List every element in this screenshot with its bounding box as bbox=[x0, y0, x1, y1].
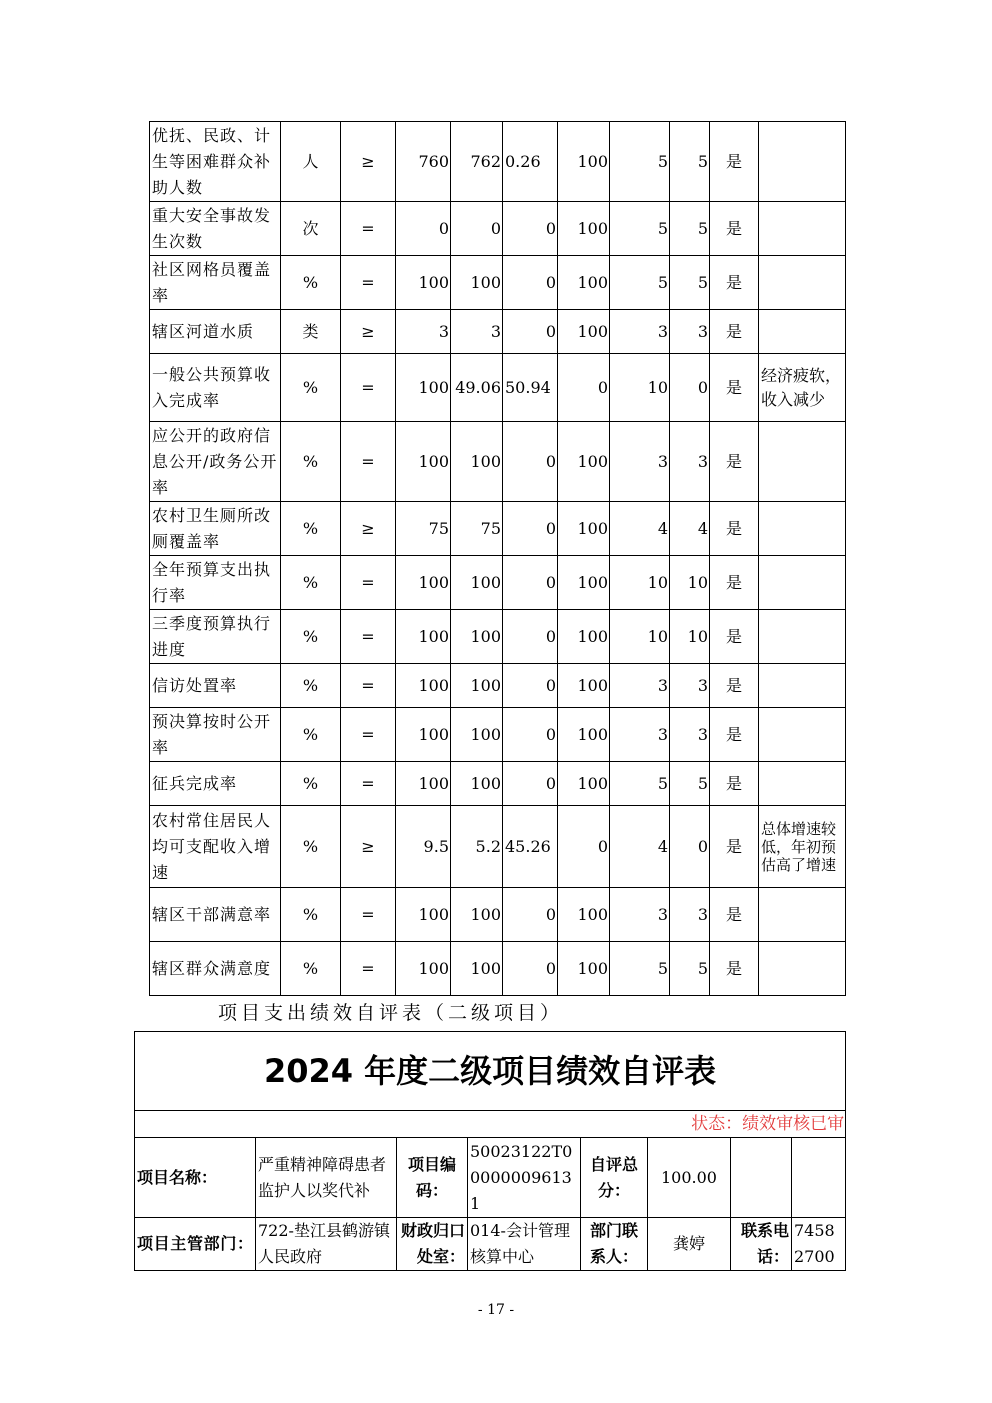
actual-value: 0 bbox=[451, 202, 503, 256]
weight: 5 bbox=[610, 256, 670, 310]
remark bbox=[759, 610, 846, 664]
operator: = bbox=[341, 664, 396, 708]
completed-flag: 是 bbox=[710, 664, 759, 708]
unit: % bbox=[281, 762, 341, 806]
completion-rate: 100 bbox=[558, 664, 610, 708]
project-name-label: 项目名称： bbox=[135, 1138, 256, 1218]
weight: 4 bbox=[610, 806, 670, 888]
table-row bbox=[150, 202, 846, 256]
actual-value: 100 bbox=[451, 422, 503, 502]
remark bbox=[759, 664, 846, 708]
deviation: 0 bbox=[503, 256, 558, 310]
target-value: 100 bbox=[396, 556, 451, 610]
target-value: 100 bbox=[396, 422, 451, 502]
actual-value: 100 bbox=[451, 556, 503, 610]
operator: = bbox=[341, 888, 396, 942]
indicator-name: 信访处置率 bbox=[150, 664, 281, 708]
department-label: 项目主管部门： bbox=[135, 1218, 256, 1271]
target-value: 100 bbox=[396, 256, 451, 310]
score: 3 bbox=[670, 664, 710, 708]
table-row bbox=[150, 610, 846, 664]
completed-flag: 是 bbox=[710, 888, 759, 942]
score: 5 bbox=[670, 202, 710, 256]
actual-value: 49.06 bbox=[451, 354, 503, 422]
department-value: 722-垫江县鹤游镇人民政府 bbox=[256, 1218, 397, 1271]
indicator-table bbox=[149, 121, 846, 996]
indicator-name: 社区网格员覆盖率 bbox=[150, 256, 281, 310]
table-row bbox=[150, 502, 846, 556]
indicator-name: 农村卫生厕所改厕覆盖率 bbox=[150, 502, 281, 556]
self-score-label: 自评总分： bbox=[581, 1138, 648, 1218]
table-row bbox=[150, 556, 846, 610]
completion-rate: 100 bbox=[558, 502, 610, 556]
completion-rate: 100 bbox=[558, 556, 610, 610]
table-row bbox=[150, 762, 846, 806]
remark bbox=[759, 762, 846, 806]
completed-flag: 是 bbox=[710, 610, 759, 664]
remark: 经济疲软，收入减少 bbox=[759, 354, 846, 422]
remark bbox=[759, 888, 846, 942]
weight: 10 bbox=[610, 354, 670, 422]
operator: ≥ bbox=[341, 502, 396, 556]
deviation: 0 bbox=[503, 310, 558, 354]
actual-value: 100 bbox=[451, 888, 503, 942]
remark bbox=[759, 310, 846, 354]
remark bbox=[759, 708, 846, 762]
indicator-name: 三季度预算执行进度 bbox=[150, 610, 281, 664]
completion-rate: 100 bbox=[558, 708, 610, 762]
completion-rate: 100 bbox=[558, 310, 610, 354]
unit: % bbox=[281, 354, 341, 422]
unit: % bbox=[281, 610, 341, 664]
remark bbox=[759, 256, 846, 310]
completed-flag: 是 bbox=[710, 202, 759, 256]
completed-flag: 是 bbox=[710, 502, 759, 556]
completion-rate: 100 bbox=[558, 610, 610, 664]
target-value: 100 bbox=[396, 942, 451, 996]
weight: 10 bbox=[610, 556, 670, 610]
table-row bbox=[150, 888, 846, 942]
deviation: 50.94 bbox=[503, 354, 558, 422]
score: 5 bbox=[670, 942, 710, 996]
completion-rate: 100 bbox=[558, 256, 610, 310]
completion-rate: 0 bbox=[558, 354, 610, 422]
completed-flag: 是 bbox=[710, 256, 759, 310]
actual-value: 5.2 bbox=[451, 806, 503, 888]
operator: = bbox=[341, 610, 396, 664]
indicator-name: 重大安全事故发生次数 bbox=[150, 202, 281, 256]
indicator-name: 辖区干部满意率 bbox=[150, 888, 281, 942]
completed-flag: 是 bbox=[710, 556, 759, 610]
indicator-name: 全年预算支出执行率 bbox=[150, 556, 281, 610]
deviation: 0 bbox=[503, 708, 558, 762]
indicator-name: 征兵完成率 bbox=[150, 762, 281, 806]
completed-flag: 是 bbox=[710, 942, 759, 996]
actual-value: 100 bbox=[451, 256, 503, 310]
completion-rate: 100 bbox=[558, 762, 610, 806]
deviation: 0 bbox=[503, 762, 558, 806]
score: 3 bbox=[670, 422, 710, 502]
completed-flag: 是 bbox=[710, 422, 759, 502]
operator: ≥ bbox=[341, 310, 396, 354]
form-title: 2024 年度二级项目绩效自评表 bbox=[135, 1032, 846, 1111]
deviation: 0 bbox=[503, 942, 558, 996]
actual-value: 762 bbox=[451, 122, 503, 202]
score: 3 bbox=[670, 888, 710, 942]
table-caption: 项目支出绩效自评表（二级项目） bbox=[218, 1002, 564, 1024]
unit: % bbox=[281, 502, 341, 556]
empty-cell bbox=[792, 1138, 846, 1218]
operator: = bbox=[341, 942, 396, 996]
completion-rate: 100 bbox=[558, 422, 610, 502]
deviation: 0.26 bbox=[503, 122, 558, 202]
completed-flag: 是 bbox=[710, 354, 759, 422]
weight: 5 bbox=[610, 202, 670, 256]
unit: % bbox=[281, 256, 341, 310]
score: 5 bbox=[670, 762, 710, 806]
unit: 人 bbox=[281, 122, 341, 202]
target-value: 0 bbox=[396, 202, 451, 256]
deviation: 0 bbox=[503, 610, 558, 664]
indicator-name: 辖区群众满意度 bbox=[150, 942, 281, 996]
unit: % bbox=[281, 664, 341, 708]
completion-rate: 100 bbox=[558, 122, 610, 202]
table-row bbox=[150, 422, 846, 502]
target-value: 100 bbox=[396, 762, 451, 806]
completed-flag: 是 bbox=[710, 122, 759, 202]
remark bbox=[759, 556, 846, 610]
actual-value: 100 bbox=[451, 610, 503, 664]
target-value: 100 bbox=[396, 610, 451, 664]
finance-office-value: 014-会计管理核算中心 bbox=[468, 1218, 581, 1271]
phone-value: 74582700 bbox=[792, 1218, 846, 1271]
score: 10 bbox=[670, 610, 710, 664]
target-value: 100 bbox=[396, 354, 451, 422]
operator: ≥ bbox=[341, 122, 396, 202]
deviation: 45.26 bbox=[503, 806, 558, 888]
indicator-name: 应公开的政府信息公开/政务公开率 bbox=[150, 422, 281, 502]
weight: 3 bbox=[610, 664, 670, 708]
completed-flag: 是 bbox=[710, 708, 759, 762]
project-code-label: 项目编码： bbox=[397, 1138, 468, 1218]
score: 0 bbox=[670, 354, 710, 422]
weight: 10 bbox=[610, 610, 670, 664]
remark bbox=[759, 422, 846, 502]
phone-label: 联系电话： bbox=[731, 1218, 792, 1271]
unit: % bbox=[281, 556, 341, 610]
deviation: 0 bbox=[503, 202, 558, 256]
table-row bbox=[150, 664, 846, 708]
unit: % bbox=[281, 422, 341, 502]
completion-rate: 0 bbox=[558, 806, 610, 888]
score: 4 bbox=[670, 502, 710, 556]
contact-person-value: 龚婷 bbox=[648, 1218, 731, 1271]
operator: ≥ bbox=[341, 806, 396, 888]
target-value: 760 bbox=[396, 122, 451, 202]
deviation: 0 bbox=[503, 888, 558, 942]
indicator-name: 辖区河道水质 bbox=[150, 310, 281, 354]
score: 5 bbox=[670, 256, 710, 310]
table-row bbox=[150, 942, 846, 996]
project-name-value: 严重精神障碍患者监护人以奖代补 bbox=[256, 1138, 397, 1218]
empty-cell bbox=[731, 1138, 792, 1218]
completion-rate: 100 bbox=[558, 202, 610, 256]
weight: 3 bbox=[610, 708, 670, 762]
finance-office-label: 财政归口处室： bbox=[397, 1218, 468, 1271]
table-row bbox=[150, 256, 846, 310]
completed-flag: 是 bbox=[710, 762, 759, 806]
remark bbox=[759, 202, 846, 256]
weight: 5 bbox=[610, 942, 670, 996]
table-row bbox=[150, 708, 846, 762]
table-row bbox=[150, 806, 846, 888]
table-row bbox=[150, 310, 846, 354]
operator: = bbox=[341, 422, 396, 502]
target-value: 9.5 bbox=[396, 806, 451, 888]
indicator-name: 预决算按时公开率 bbox=[150, 708, 281, 762]
project-code-value: 50023122T000000096131 bbox=[468, 1138, 581, 1218]
unit: % bbox=[281, 888, 341, 942]
project-self-evaluation-form bbox=[134, 1031, 846, 1271]
actual-value: 100 bbox=[451, 762, 503, 806]
weight: 4 bbox=[610, 502, 670, 556]
target-value: 100 bbox=[396, 888, 451, 942]
table-row bbox=[150, 122, 846, 202]
remark bbox=[759, 942, 846, 996]
target-value: 75 bbox=[396, 502, 451, 556]
completed-flag: 是 bbox=[710, 806, 759, 888]
contact-person-label: 部门联系人： bbox=[581, 1218, 648, 1271]
score: 3 bbox=[670, 310, 710, 354]
operator: = bbox=[341, 354, 396, 422]
actual-value: 100 bbox=[451, 942, 503, 996]
completion-rate: 100 bbox=[558, 942, 610, 996]
deviation: 0 bbox=[503, 556, 558, 610]
status-badge: 状态：绩效审核已审 bbox=[135, 1111, 846, 1138]
operator: = bbox=[341, 202, 396, 256]
remark bbox=[759, 122, 846, 202]
remark: 总体增速较低，年初预估高了增速 bbox=[759, 806, 846, 888]
actual-value: 100 bbox=[451, 664, 503, 708]
unit: % bbox=[281, 708, 341, 762]
table-row bbox=[150, 354, 846, 422]
deviation: 0 bbox=[503, 664, 558, 708]
target-value: 100 bbox=[396, 664, 451, 708]
score: 0 bbox=[670, 806, 710, 888]
actual-value: 100 bbox=[451, 708, 503, 762]
score: 5 bbox=[670, 122, 710, 202]
weight: 5 bbox=[610, 122, 670, 202]
deviation: 0 bbox=[503, 422, 558, 502]
operator: = bbox=[341, 556, 396, 610]
deviation: 0 bbox=[503, 502, 558, 556]
target-value: 3 bbox=[396, 310, 451, 354]
weight: 3 bbox=[610, 888, 670, 942]
weight: 3 bbox=[610, 422, 670, 502]
remark bbox=[759, 502, 846, 556]
unit: 类 bbox=[281, 310, 341, 354]
unit: % bbox=[281, 942, 341, 996]
page-number: - 17 - bbox=[477, 1302, 515, 1318]
indicator-name: 优抚、民政、计生等困难群众补助人数 bbox=[150, 122, 281, 202]
completed-flag: 是 bbox=[710, 310, 759, 354]
operator: = bbox=[341, 708, 396, 762]
operator: = bbox=[341, 256, 396, 310]
unit: 次 bbox=[281, 202, 341, 256]
actual-value: 3 bbox=[451, 310, 503, 354]
self-score-value: 100.00 bbox=[648, 1138, 731, 1218]
score: 3 bbox=[670, 708, 710, 762]
completion-rate: 100 bbox=[558, 888, 610, 942]
unit: % bbox=[281, 806, 341, 888]
target-value: 100 bbox=[396, 708, 451, 762]
indicator-name: 一般公共预算收入完成率 bbox=[150, 354, 281, 422]
actual-value: 75 bbox=[451, 502, 503, 556]
indicator-name: 农村常住居民人均可支配收入增速 bbox=[150, 806, 281, 888]
operator: = bbox=[341, 762, 396, 806]
weight: 5 bbox=[610, 762, 670, 806]
score: 10 bbox=[670, 556, 710, 610]
weight: 3 bbox=[610, 310, 670, 354]
